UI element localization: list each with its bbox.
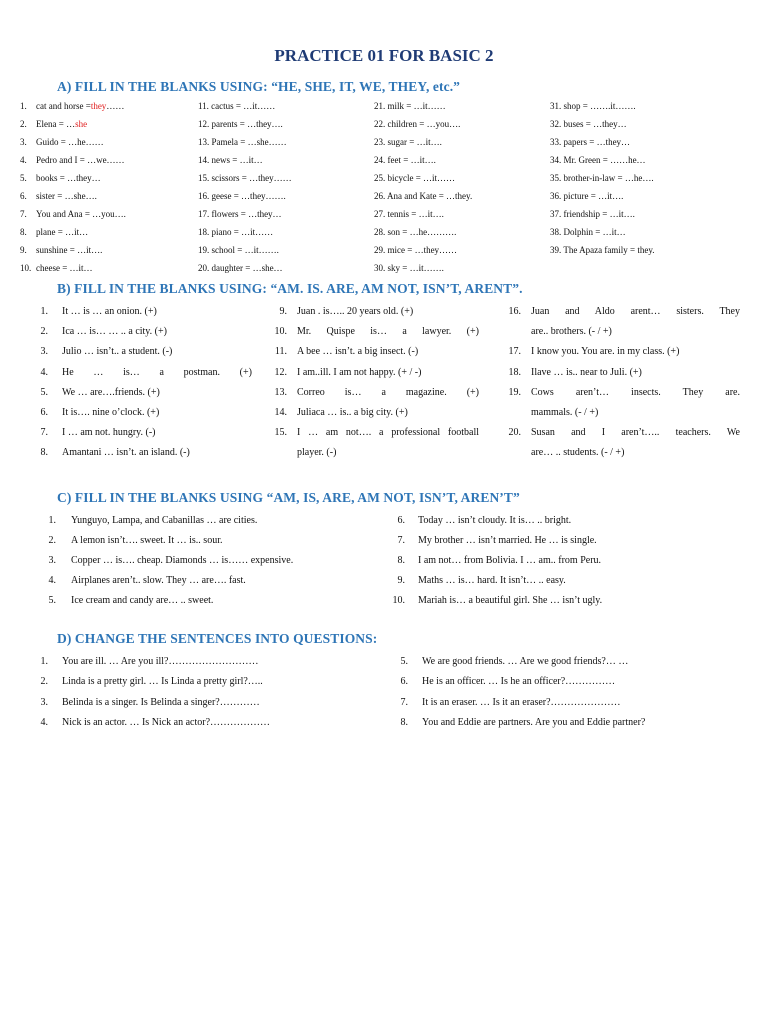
item-text: I … am not. hungry. (-): [62, 427, 156, 439]
item-number: 6.: [400, 676, 408, 688]
item-number: 7.: [400, 696, 408, 708]
item-text: I … am not…. a professional football: [297, 427, 479, 439]
item-text: I am..ill. I am not happy. (+ / -): [297, 366, 422, 378]
item-text: mammals. (- / +): [531, 407, 599, 418]
item-text: plane = …it…: [36, 227, 89, 237]
exercise-item: 30. sky = …it…….: [374, 263, 444, 273]
item-text: It … is … an onion. (+): [62, 306, 157, 317]
page-title: PRACTICE 01 FOR BASIC 2: [274, 46, 494, 65]
item-number: 9.: [20, 245, 27, 255]
exercise-item: 15. scissors = …they……: [198, 173, 292, 183]
item-number: 8.: [397, 555, 405, 566]
exercise-item: [0, 574, 768, 588]
exercise-item: [0, 675, 768, 689]
item-number: 3.: [48, 555, 56, 566]
item-text: Maths … is… hard. It isn’t… .. easy.: [418, 575, 566, 586]
item-number: 8.: [20, 227, 27, 237]
exercise-item: 35. brother-in-law = …he….: [550, 173, 654, 183]
item-number: 6.: [20, 191, 27, 201]
exercise-item: [0, 446, 768, 460]
item-number: 5.: [400, 656, 408, 667]
item-text: We are good friends. … Are we good friends?… …: [422, 656, 629, 667]
item-text: Belinda is a singer. Is Belinda a singer?…………: [62, 696, 260, 708]
item-text: player. (-): [297, 447, 337, 459]
exercise-item: 29. mice = …they……: [374, 245, 458, 255]
exercise-item: [0, 406, 768, 420]
item-number: 9.: [279, 306, 287, 317]
item-number: 14.: [274, 407, 287, 418]
exercise-item: 34. Mr. Green = ……he…: [550, 155, 646, 165]
item-text: A lemon isn’t…. sweet. It … is.. sour.: [71, 535, 223, 546]
item-number: 13.: [274, 386, 287, 398]
exercise-item: 19. school = …it…….: [198, 245, 279, 255]
exercise-item: 20. daughter = …she…: [198, 263, 283, 273]
item-text: Today … isn’t cloudy. It is… .. bright.: [418, 515, 572, 526]
exercise-item: 23. sugar = …it….: [374, 137, 442, 147]
item-number: 10.: [392, 595, 405, 606]
exercise-item: 33. papers = …they…: [550, 137, 631, 147]
item-text: Cows aren’t… insects. They are.: [531, 386, 740, 398]
exercise-item: 26. Ana and Kate = …they.: [374, 191, 473, 201]
item-number: 1.: [20, 101, 27, 111]
exercise-item: 17. flowers = …they…: [198, 209, 282, 219]
item-text: A bee … isn’t. a big insect. (-): [297, 346, 419, 358]
item-text: Correo is… a magazine. (+): [297, 386, 479, 398]
item-text-tail: ……: [106, 101, 125, 111]
item-text: Guido = …he……: [36, 137, 104, 147]
exercise-item: [0, 514, 768, 528]
exercise-item: [0, 716, 768, 730]
item-number: 4.: [48, 575, 56, 586]
exercise-item: [0, 696, 768, 710]
item-number: 16.: [508, 306, 521, 317]
exercise-item: 36. picture = …it….: [550, 191, 624, 201]
item-number: 3.: [40, 346, 48, 358]
item-text: Pedro and I = …we……: [36, 155, 125, 165]
item-number: 5.: [20, 173, 27, 183]
item-text: I am not… from Bolivia. I … am.. from Peru.: [418, 555, 602, 566]
exercise-item: 11. cactus = …it……: [198, 101, 276, 111]
item-text: Ica … is… … .. a city. (+): [62, 326, 167, 338]
item-text: cheese = …it…: [36, 263, 93, 273]
item-text: My brother … isn’t married. He … is single.: [418, 535, 597, 546]
item-number: 8.: [40, 447, 48, 459]
exercise-item: [0, 386, 768, 400]
item-text: are… .. students. (- / +): [531, 447, 625, 459]
exercise-item: 27. tennis = …it….: [374, 209, 444, 219]
item-number: 19.: [508, 386, 521, 398]
item-number: 2.: [40, 676, 48, 688]
item-text: Ice cream and candy are… .. sweet.: [71, 595, 214, 606]
exercise-item: 39. The Apaza family = they.: [550, 245, 655, 255]
item-text: Linda is a pretty girl. … Is Linda a pretty girl?…..: [62, 676, 263, 688]
item-number: 6.: [397, 515, 405, 526]
item-text: He … is… a postman. (+): [62, 366, 252, 378]
item-number: 7.: [20, 209, 27, 219]
exercise-item: [20, 226, 88, 238]
item-text: You are ill. … Are you ill?………………………: [62, 656, 259, 667]
exercise-item: [20, 100, 124, 112]
exercise-item: [20, 244, 102, 256]
exercise-item: 25. bicycle = …it……: [374, 173, 456, 183]
item-text: Julio … isn’t.. a student. (-): [62, 346, 173, 358]
exercise-item: [20, 262, 93, 274]
item-number: 11.: [274, 346, 287, 358]
item-text: Juan . is….. 20 years old. (+): [297, 306, 414, 317]
exercise-item: [0, 594, 768, 608]
section-b-heading: B) FILL IN THE BLANKS USING: “AM. IS. ARE, AM NOT, ISN’T, ARENT”.: [57, 281, 523, 296]
item-text: sunshine = …it….: [36, 245, 103, 255]
exercise-item: 13. Pamela = …she……: [198, 137, 287, 147]
exercise-item: [0, 554, 768, 568]
item-number: 20.: [508, 427, 521, 439]
exercise-item: [20, 208, 126, 220]
exercise-item: 37. friendship = …it….: [550, 209, 635, 219]
item-text: sister = …she….: [36, 191, 97, 201]
item-text: It is…. nine o’clock. (+): [62, 407, 160, 418]
item-number: 1.: [48, 515, 56, 526]
answer-highlight: she: [75, 119, 88, 129]
exercise-item: [20, 190, 97, 202]
exercise-item: [20, 172, 101, 184]
exercise-item: [20, 154, 125, 166]
item-number: 5.: [40, 386, 48, 398]
section-c-heading: C) FILL IN THE BLANKS USING “AM, IS, ARE, AM NOT, ISN’T, AREN’T”: [57, 490, 520, 505]
exercise-item: 24. feet = …it….: [374, 155, 436, 165]
exercise-item: [0, 534, 768, 548]
item-number: 17.: [508, 346, 521, 358]
item-number: 5.: [48, 595, 56, 606]
exercise-item: 28. son = …he……….: [374, 227, 457, 237]
item-text: We … are….friends. (+): [62, 386, 160, 398]
item-number: 3.: [20, 137, 27, 147]
item-text: Mariah is… a beautiful girl. She … isn’t ugly.: [418, 595, 603, 606]
item-number: 1.: [40, 306, 48, 317]
exercise-item: [20, 136, 104, 148]
exercise-item: [0, 366, 768, 380]
item-number: 4.: [20, 155, 27, 165]
item-number: 2.: [40, 326, 48, 338]
item-text: Mr. Quispe is… a lawyer. (+): [297, 326, 479, 338]
item-text: You and Eddie are partners. Are you and Eddie partner?: [422, 716, 646, 728]
item-text: Airplanes aren’t.. slow. They … are…. fast.: [71, 575, 246, 586]
exercise-item: 16. geese = …they…….: [198, 191, 286, 201]
item-number: 15.: [274, 427, 287, 439]
item-number: 18.: [508, 366, 521, 378]
exercise-item: [20, 118, 87, 130]
item-text: are.. brothers. (- / +): [531, 326, 612, 338]
item-text: cat and horse =: [36, 101, 91, 111]
exercise-item: 22. children = …you….: [374, 119, 461, 129]
item-number: 1.: [40, 656, 48, 667]
item-number: 8.: [400, 716, 408, 728]
item-text: Nick is an actor. … Is Nick an actor?………………: [62, 716, 271, 728]
answer-highlight: they: [90, 101, 107, 111]
item-number: 7.: [397, 535, 405, 546]
section-d-heading: D) CHANGE THE SENTENCES INTO QUESTIONS:: [57, 631, 378, 646]
item-number: 9.: [397, 575, 405, 586]
item-number: 10.: [274, 326, 287, 338]
item-number: 12.: [274, 366, 287, 378]
item-text: Yunguyo, Lampa, and Cabanillas … are cities.: [71, 515, 258, 526]
section-a-heading: A) FILL IN THE BLANKS USING: “HE, SHE, IT, WE, THEY, etc.”: [57, 79, 461, 94]
exercise-item: 14. news = …it…: [198, 155, 263, 165]
item-number: 3.: [40, 696, 48, 708]
item-text: He is an officer. … Is he an officer?……………: [422, 676, 616, 688]
exercise-item: [0, 426, 768, 440]
exercise-item: 18. piano = …it……: [198, 227, 274, 237]
item-number: 2.: [20, 119, 27, 129]
item-text: Juliaca … is.. a big city. (+): [297, 407, 408, 418]
item-number: 10.: [20, 263, 32, 273]
item-text: Ilave … is.. near to Juli. (+): [531, 366, 642, 378]
item-text: Juan and Aldo arent… sisters. They: [531, 306, 740, 317]
item-number: 2.: [48, 535, 56, 546]
item-text: Elena = …: [36, 119, 76, 129]
exercise-item: 38. Dolphin = …it…: [550, 227, 626, 237]
exercise-item: 12. parents = …they….: [198, 119, 283, 129]
item-text: It is an eraser. … Is it an eraser?…………………: [422, 696, 621, 708]
item-number: 4.: [40, 716, 48, 728]
exercise-item: [0, 655, 768, 669]
item-text: books = …they…: [36, 173, 101, 183]
item-text: Amantani … isn’t. an island. (-): [62, 447, 190, 459]
exercise-item: [0, 305, 768, 319]
item-text: I know you. You are. in my class. (+): [531, 346, 680, 358]
item-text: Susan and I aren’t….. teachers. We: [531, 427, 740, 439]
exercise-item: 32. buses = …they…: [550, 119, 627, 129]
exercise-item: 31. shop = …….it…….: [550, 101, 636, 111]
item-number: 7.: [40, 427, 48, 439]
exercise-item: 21. milk = …it……: [374, 101, 446, 111]
item-text: Copper … is…. cheap. Diamonds … is…… expensive.: [71, 555, 294, 566]
item-number: 4.: [40, 366, 48, 378]
exercise-item: [0, 345, 768, 359]
item-number: 6.: [40, 407, 48, 418]
item-text: You and Ana = …you….: [36, 209, 126, 219]
exercise-item: [0, 325, 768, 339]
